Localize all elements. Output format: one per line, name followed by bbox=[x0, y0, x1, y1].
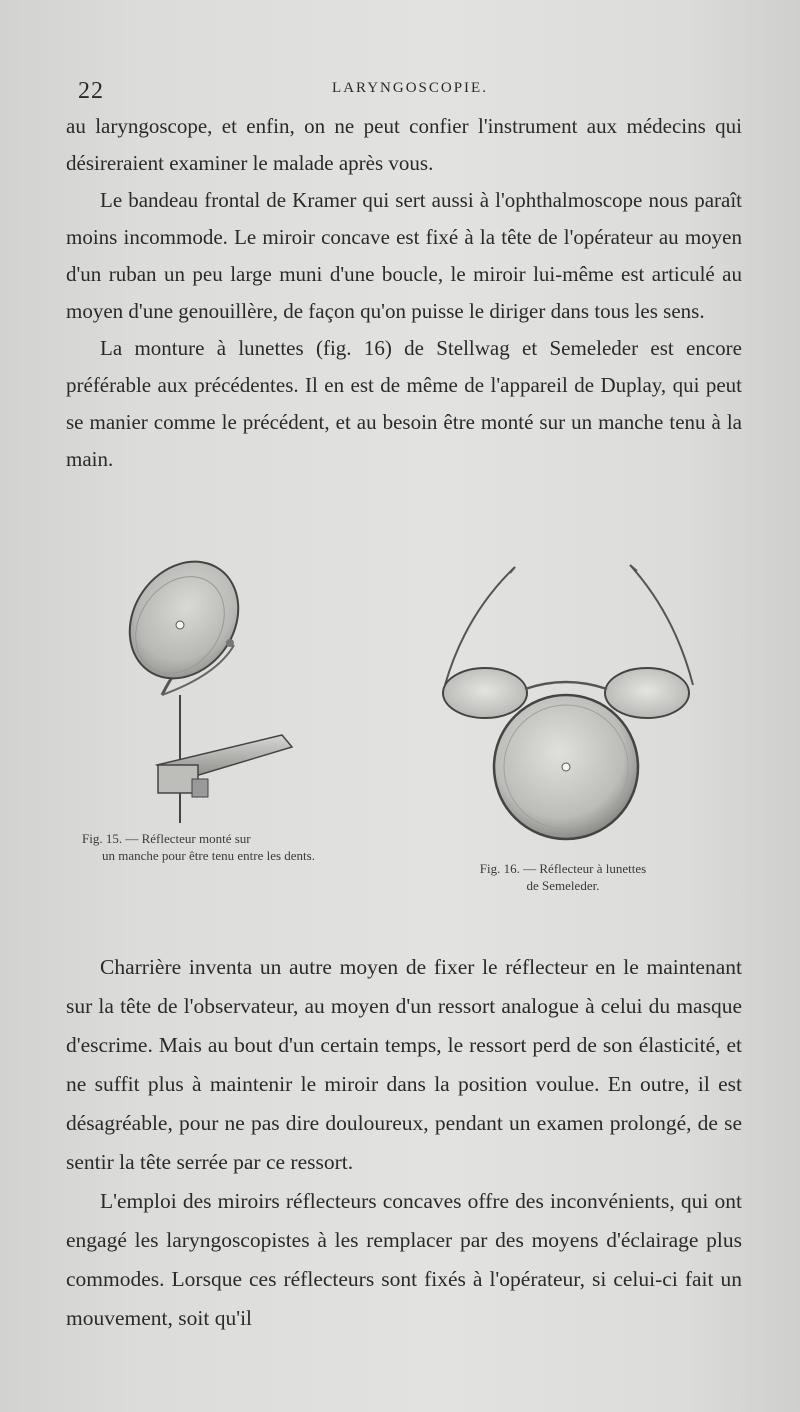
caption-lead: Fig. 16. — Réflecteur à lunettes bbox=[479, 861, 647, 876]
paragraph: Charrière inventa un autre moyen de fixer le réflecteur en le maintenant sur la tête de l'observateur, au moyen d'un ressort analogue à celui du masque d'escrime. Mais au bout d'un certain temps, le ressort perd de son élasticité, et ne suffit plus à maintenir le miroir dans la position voulue. En outre, il est désagréable, pour ne pas dire douloureux, pendant un examen prolongé, de se sentir la tête serrée par ce ressort. bbox=[66, 955, 742, 1174]
running-title: LARYNGOSCOPIE. bbox=[332, 80, 488, 96]
paragraph: Le bandeau frontal de Kramer qui sert aussi à l'ophthalmoscope nous paraît moins incommode. Le miroir concave est fixé à la tête de l'opérateur au moyen d'un ruban un peu large muni d'une boucle, le miroir lui-même est articulé au moyen d'une genouillère, de façon qu'on puisse le diriger dans tous les sens. bbox=[66, 188, 742, 323]
caption-rest: de Semeleder. bbox=[526, 878, 600, 893]
page-number: 22 bbox=[78, 78, 104, 104]
text-block-top bbox=[66, 108, 742, 478]
reflector-handle-illustration bbox=[122, 555, 312, 825]
figure-15-caption bbox=[82, 830, 344, 864]
caption-lead: Fig. 15. — Réflecteur monté sur bbox=[82, 831, 251, 846]
figure-15 bbox=[72, 545, 362, 895]
paragraph: La monture à lunettes (fig. 16) de Stellwag et Semeleder est encore préférable aux précédentes. Il en est de même de l'appareil de Duplay, qui peut se manier comme le précédent, et au besoin être monté sur un manche tenu à la main. bbox=[66, 336, 742, 471]
figure-16 bbox=[420, 555, 710, 900]
figure-16-caption bbox=[428, 860, 698, 894]
text-block-bottom bbox=[66, 948, 742, 1338]
paragraph: au laryngoscope, et enfin, on ne peut confier l'instrument aux médecins qui désireraient examiner le malade après vous. bbox=[66, 114, 742, 175]
paragraph: L'emploi des miroirs réflecteurs concaves offre des inconvénients, qui ont engagé les laryngoscopistes à les remplacer par des moyens d'éclairage plus commodes. Lorsque ces réflecteurs sont fixés à l'opérateur, si celui-ci fait un mouvement, soit qu'il bbox=[66, 1189, 742, 1330]
running-head bbox=[70, 78, 750, 104]
caption-rest: un manche pour être tenu entre les dents. bbox=[102, 848, 315, 863]
reflector-spectacles-illustration bbox=[425, 555, 705, 850]
